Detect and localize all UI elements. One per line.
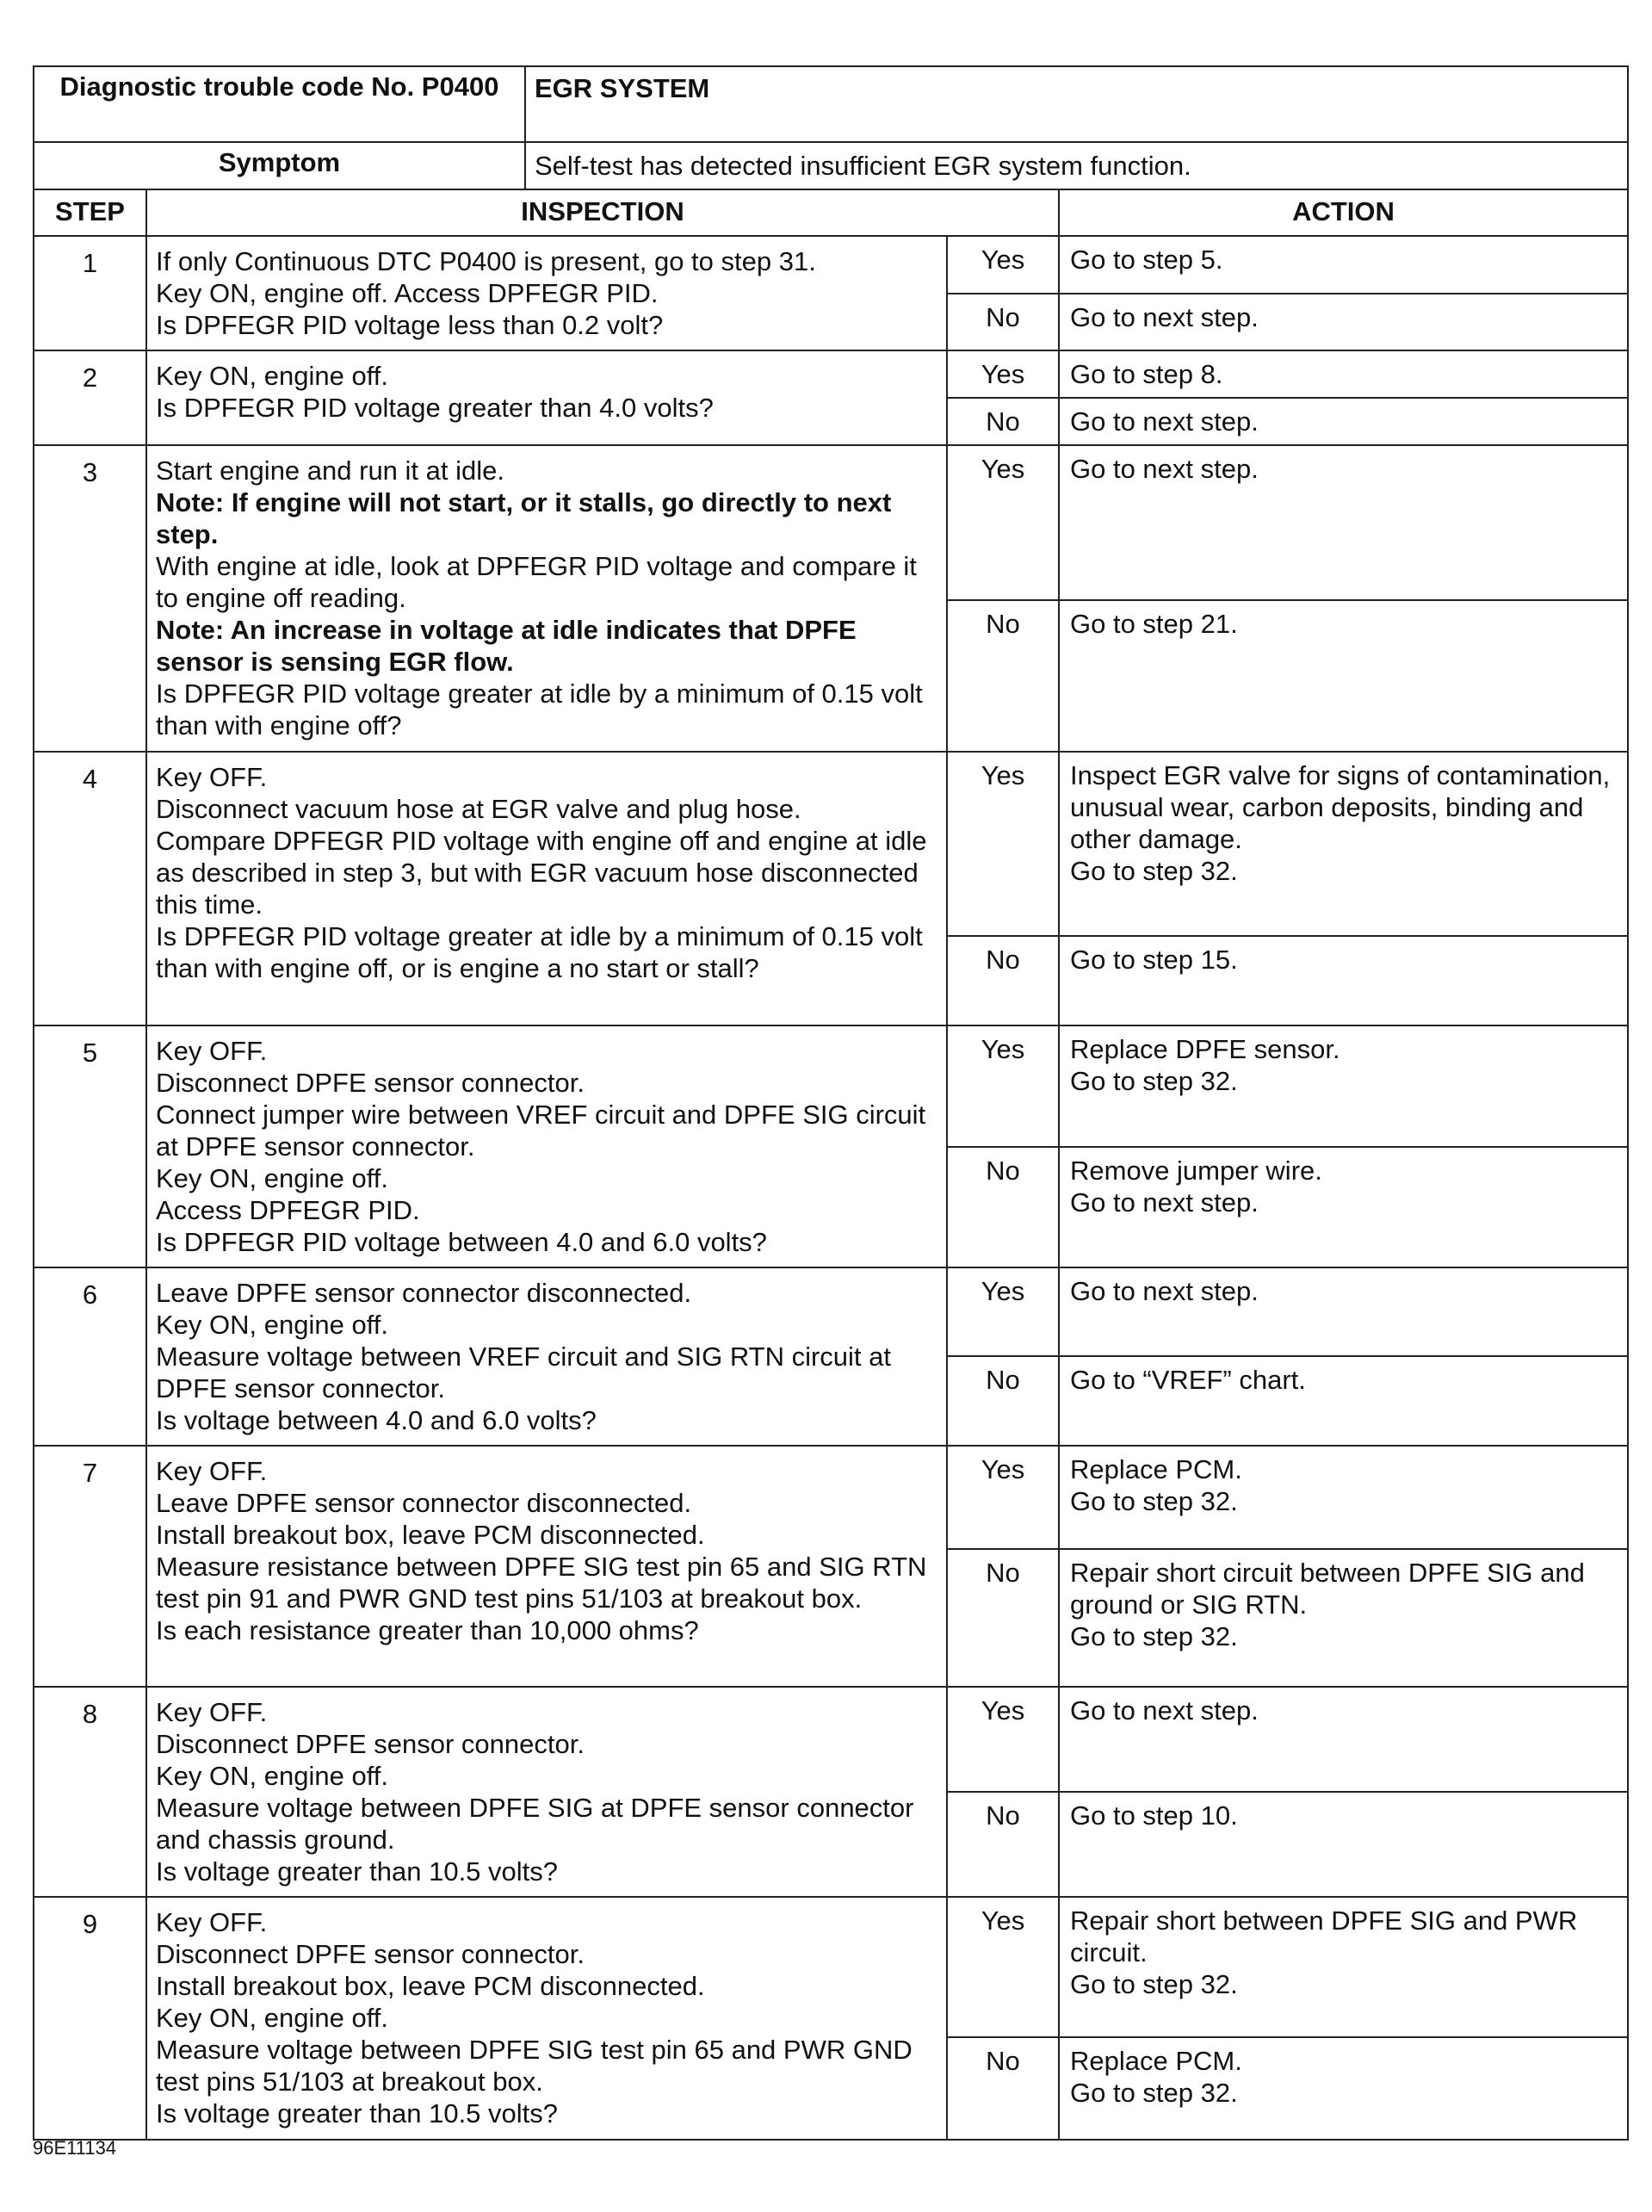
inspection-line: Disconnect DPFE sensor connector. (156, 1939, 585, 1969)
inspection-column-header: INSPECTION (146, 189, 1059, 236)
step-row (34, 752, 1628, 936)
yes-action (1059, 752, 1628, 936)
diagnostic-table (33, 65, 1629, 2141)
inspection-line: Key OFF. (156, 1907, 268, 1937)
no-label: No (947, 294, 1059, 350)
yes-action (1059, 445, 1628, 600)
action-line: Go to step 32. (1070, 1621, 1238, 1651)
action-line: Go to next step. (1070, 454, 1259, 484)
action-line: Replace PCM. (1070, 2046, 1242, 2076)
action-line: Go to step 5. (1070, 245, 1223, 275)
inspection-note: Note: If engine will not start, or it stalls, go directly to next step. (156, 487, 892, 549)
step-row (34, 236, 1628, 294)
no-action (1059, 294, 1628, 350)
action-line: Go to step 32. (1070, 856, 1238, 886)
inspection-line: Key ON, engine off. Access DPFEGR PID. (156, 278, 659, 308)
inspection-line: Is DPFEGR PID voltage between 4.0 and 6.0 volts? (156, 1227, 767, 1257)
yes-label: Yes (947, 752, 1059, 936)
yes-label: Yes (947, 1897, 1059, 2037)
yes-action (1059, 1446, 1628, 1549)
inspection-line: Key ON, engine off. (156, 361, 388, 391)
inspection-line: Key OFF. (156, 1697, 268, 1727)
step-number: 6 (34, 1267, 146, 1446)
action-line: Go to step 8. (1070, 359, 1223, 389)
inspection-line: Compare DPFEGR PID voltage with engine off and engine at idle as described in step 3, but with EGR vacuum hose disconnected this time. (156, 826, 927, 920)
inspection-line: Is DPFEGR PID voltage greater at idle by a minimum of 0.15 volt than with engine off? (156, 678, 923, 740)
no-label: No (947, 1549, 1059, 1687)
no-action (1059, 398, 1628, 445)
inspection-line: Key ON, engine off. (156, 1761, 388, 1791)
inspection-line: Is voltage greater than 10.5 volts? (156, 1856, 559, 1887)
step-number: 5 (34, 1025, 146, 1267)
yes-label: Yes (947, 1446, 1059, 1549)
no-action (1059, 2037, 1628, 2140)
no-label: No (947, 1147, 1059, 1268)
inspection-line: Measure voltage between DPFE SIG test pin 65 and PWR GND test pins 51/103 at breakout box. (156, 2035, 913, 2097)
inspection-line: With engine at idle, look at DPFEGR PID voltage and compare it to engine off reading. (156, 551, 917, 613)
step-number: 1 (34, 236, 146, 350)
action-line: Repair short between DPFE SIG and PWR circuit. (1070, 1905, 1578, 1967)
action-line: Go to next step. (1070, 302, 1259, 332)
action-line: Go to next step. (1070, 1276, 1259, 1306)
inspection-line: Start engine and run it at idle. (156, 455, 504, 486)
symptom-label: Symptom (34, 142, 525, 189)
inspection-cell (146, 1267, 947, 1446)
inspection-line: Leave DPFE sensor connector disconnected. (156, 1488, 692, 1518)
yes-label: Yes (947, 350, 1059, 398)
step-number: 9 (34, 1897, 146, 2140)
inspection-cell (146, 1687, 947, 1897)
yes-label: Yes (947, 1267, 1059, 1356)
inspection-cell (146, 1025, 947, 1267)
no-action (1059, 600, 1628, 752)
inspection-cell (146, 1897, 947, 2140)
column-header-row (34, 189, 1628, 236)
inspection-line: Leave DPFE sensor connector disconnected. (156, 1278, 692, 1308)
step-number: 7 (34, 1446, 146, 1687)
dtc-value: EGR SYSTEM (525, 66, 1628, 142)
inspection-line: Key ON, engine off. (156, 2003, 388, 2033)
step-row (34, 1687, 1628, 1792)
step-number: 8 (34, 1687, 146, 1897)
action-line: Go to “VREF” chart. (1070, 1364, 1306, 1395)
yes-label: Yes (947, 236, 1059, 294)
yes-action (1059, 1897, 1628, 2037)
no-label: No (947, 600, 1059, 752)
inspection-note: Note: An increase in voltage at idle indicates that DPFE sensor is sensing EGR flow. (156, 615, 857, 677)
step-row (34, 1446, 1628, 1549)
inspection-line: Key OFF. (156, 1036, 268, 1066)
yes-action (1059, 236, 1628, 294)
yes-action (1059, 1267, 1628, 1356)
step-row (34, 1267, 1628, 1356)
step-column-header: STEP (34, 189, 146, 236)
inspection-line: Install breakout box, leave PCM disconnected. (156, 1520, 705, 1550)
step-number: 2 (34, 350, 146, 445)
inspection-cell (146, 350, 947, 445)
action-column-header: ACTION (1059, 189, 1628, 236)
inspection-line: Measure voltage between DPFE SIG at DPFE sensor connector and chassis ground. (156, 1793, 914, 1855)
inspection-line: Disconnect DPFE sensor connector. (156, 1729, 585, 1759)
action-line: Remove jumper wire. (1070, 1155, 1322, 1186)
no-label: No (947, 1792, 1059, 1897)
step-row (34, 350, 1628, 398)
action-line: Go to step 10. (1070, 1800, 1238, 1831)
figure-code: 96E11134 (33, 2137, 117, 2159)
no-label: No (947, 936, 1059, 1025)
action-line: Repair short circuit between DPFE SIG and ground or SIG RTN. (1070, 1558, 1585, 1620)
action-line: Go to step 21. (1070, 609, 1238, 639)
symptom-value: Self-test has detected insufficient EGR system function. (525, 142, 1628, 189)
yes-action (1059, 1687, 1628, 1792)
no-label: No (947, 1356, 1059, 1446)
inspection-line: Key OFF. (156, 762, 268, 792)
action-line: Go to step 32. (1070, 1066, 1238, 1096)
yes-label: Yes (947, 1025, 1059, 1147)
inspection-line: Is DPFEGR PID voltage less than 0.2 volt? (156, 310, 664, 340)
dtc-label: Diagnostic trouble code No. P0400 (34, 66, 525, 142)
action-line: Replace PCM. (1070, 1454, 1242, 1484)
step-number: 4 (34, 752, 146, 1025)
no-action (1059, 1147, 1628, 1268)
no-label: No (947, 2037, 1059, 2140)
inspection-line: Disconnect DPFE sensor connector. (156, 1068, 585, 1098)
step-row (34, 445, 1628, 600)
action-line: Go to step 32. (1070, 1969, 1238, 1999)
inspection-cell (146, 752, 947, 1025)
no-action (1059, 1792, 1628, 1897)
step-row (34, 1897, 1628, 2037)
action-line: Go to next step. (1070, 1187, 1259, 1218)
no-label: No (947, 398, 1059, 445)
step-row (34, 1025, 1628, 1147)
no-action (1059, 936, 1628, 1025)
inspection-line: If only Continuous DTC P0400 is present, go to step 31. (156, 246, 816, 276)
dtc-row (34, 66, 1628, 142)
no-action (1059, 1549, 1628, 1687)
inspection-line: Connect jumper wire between VREF circuit and DPFE SIG circuit at DPFE sensor connector. (156, 1100, 926, 1162)
inspection-line: Key ON, engine off. (156, 1163, 388, 1193)
inspection-line: Is DPFEGR PID voltage greater at idle by a minimum of 0.15 volt than with engine off, or is engine a no start or stall? (156, 921, 923, 983)
action-line: Inspect EGR valve for signs of contamination, unusual wear, carbon deposits, binding and other damage. (1070, 760, 1611, 854)
action-line: Go to step 32. (1070, 2078, 1238, 2108)
inspection-cell (146, 236, 947, 350)
action-line: Replace DPFE sensor. (1070, 1034, 1340, 1064)
no-action (1059, 1356, 1628, 1446)
action-line: Go to next step. (1070, 406, 1259, 437)
inspection-line: Key OFF. (156, 1456, 268, 1486)
action-line: Go to step 15. (1070, 945, 1238, 975)
action-line: Go to next step. (1070, 1695, 1259, 1726)
inspection-line: Access DPFEGR PID. (156, 1195, 420, 1225)
inspection-line: Measure resistance between DPFE SIG test pin 65 and SIG RTN test pin 91 and PWR GND test pins 51/103 at breakout box. (156, 1552, 927, 1614)
inspection-line: Install breakout box, leave PCM disconnected. (156, 1971, 705, 2001)
inspection-cell (146, 1446, 947, 1687)
inspection-line: Measure voltage between VREF circuit and SIG RTN circuit at DPFE sensor connector. (156, 1341, 891, 1403)
inspection-line: Key ON, engine off. (156, 1310, 388, 1340)
inspection-line: Is voltage greater than 10.5 volts? (156, 2098, 559, 2128)
yes-label: Yes (947, 1687, 1059, 1792)
yes-label: Yes (947, 445, 1059, 600)
step-number: 3 (34, 445, 146, 752)
inspection-line: Disconnect vacuum hose at EGR valve and plug hose. (156, 794, 801, 824)
yes-action (1059, 350, 1628, 398)
action-line: Go to step 32. (1070, 1486, 1238, 1516)
symptom-row (34, 142, 1628, 189)
yes-action (1059, 1025, 1628, 1147)
inspection-cell (146, 445, 947, 752)
inspection-line: Is DPFEGR PID voltage greater than 4.0 volts? (156, 393, 714, 423)
inspection-line: Is each resistance greater than 10,000 ohms? (156, 1615, 699, 1645)
inspection-line: Is voltage between 4.0 and 6.0 volts? (156, 1405, 597, 1435)
